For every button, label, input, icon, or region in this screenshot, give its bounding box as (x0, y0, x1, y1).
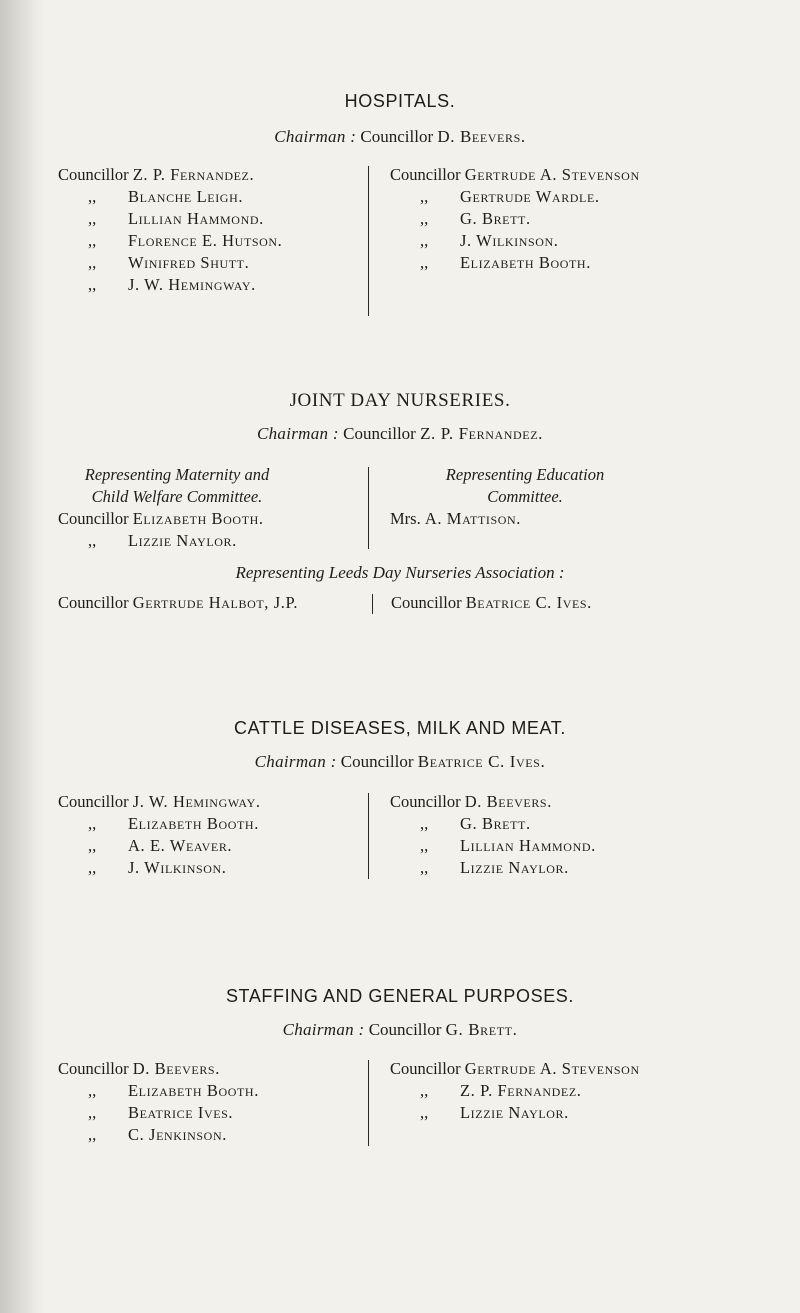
member-name: D. Beevers. (464, 792, 552, 811)
member-name: Z. P. Fernandez. (460, 1081, 582, 1100)
member-name: Blanche Leigh. (128, 187, 244, 206)
member-name: Lillian Hammond. (128, 209, 264, 228)
member-name: Florence E. Hutson. (128, 231, 283, 250)
member-list-right-cattle (390, 791, 596, 879)
member-name: Elizabeth Booth. (128, 814, 259, 833)
member-list-right-nurseries (380, 464, 670, 530)
member-prefix: Councillor (58, 165, 129, 184)
member-name: J. W. Hemingway. (128, 275, 256, 294)
member-row (58, 1124, 259, 1146)
member-list-left-cattle (58, 791, 261, 879)
chairman-name: Z. P. Fernandez. (420, 424, 543, 443)
member-row (58, 857, 261, 879)
ditto-mark: ,, (420, 858, 429, 877)
member-prefix: Councillor (390, 1059, 461, 1078)
member-list-right-hospitals (390, 164, 640, 274)
member-row (391, 592, 592, 614)
ditto-mark: ,, (420, 836, 429, 855)
member-name: C. Jenkinson. (128, 1125, 227, 1144)
member-name: Elizabeth Booth. (460, 253, 591, 272)
chairman-label: Chairman : (282, 1020, 365, 1039)
member-name: Gertrude Halbot, J.P. (132, 593, 299, 612)
representing-heading: Representing Education (445, 465, 605, 484)
member-name: Elizabeth Booth. (128, 1081, 259, 1100)
member-row (390, 1080, 640, 1102)
section-title-nurseries: JOINT DAY NURSERIES. (289, 390, 511, 411)
member-name: Winifred Shutt. (128, 253, 250, 272)
member-prefix: Councillor (58, 1059, 129, 1078)
association-heading: Representing Leeds Day Nurseries Association : (235, 563, 565, 582)
ditto-mark: ,, (420, 1103, 429, 1122)
ditto-mark: ,, (420, 814, 429, 833)
member-row (58, 813, 261, 835)
member-row (390, 857, 596, 879)
member-prefix: Councillor (58, 509, 129, 528)
member-list-left-staffing (58, 1058, 259, 1146)
association-member-left (58, 592, 298, 614)
ditto-mark: ,, (88, 275, 97, 294)
member-name: Z. P. Fernandez. (132, 165, 255, 184)
chairman-name: Beatrice C. Ives. (417, 752, 546, 771)
member-name: J. W. Hemingway. (132, 792, 261, 811)
chairman-label: Chairman : (254, 752, 337, 771)
ditto-mark: ,, (420, 253, 429, 272)
ditto-mark: ,, (88, 209, 97, 228)
section-title-hospitals: HOSPITALS. (344, 91, 456, 111)
ditto-mark: ,, (88, 253, 97, 272)
member-row (390, 186, 640, 208)
chairman-line-hospitals (0, 127, 800, 147)
member-name: J. Wilkinson. (128, 858, 227, 877)
member-row (58, 1058, 259, 1080)
column-divider (368, 166, 369, 316)
member-row (390, 164, 640, 186)
ditto-mark: ,, (88, 531, 97, 550)
member-row (58, 186, 282, 208)
member-row (390, 230, 640, 252)
member-name: D. Beevers. (132, 1059, 220, 1078)
member-name: Elizabeth Booth. (132, 509, 264, 528)
member-prefix: Councillor (58, 593, 129, 612)
member-name: A. E. Weaver. (128, 836, 233, 855)
member-list-left-nurseries (58, 464, 348, 552)
member-row (58, 508, 348, 530)
section-title-staffing: STAFFING AND GENERAL PURPOSES. (225, 986, 575, 1006)
member-name: G. Brett. (460, 209, 531, 228)
column-divider (372, 594, 373, 614)
ditto-mark: ,, (420, 1081, 429, 1100)
member-row (390, 208, 640, 230)
chairman-prefix: Councillor (340, 752, 414, 771)
member-name: Gertrude A. Stevenson (464, 165, 640, 184)
member-row (58, 164, 282, 186)
ditto-mark: ,, (88, 814, 97, 833)
member-row (58, 1080, 259, 1102)
member-prefix: Councillor (390, 792, 461, 811)
chairman-prefix: Councillor (343, 424, 416, 443)
ditto-mark: ,, (88, 1081, 97, 1100)
chairman-label: Chairman : (274, 127, 357, 146)
member-name: Beatrice Ives. (128, 1103, 234, 1122)
ditto-mark: ,, (88, 1125, 97, 1144)
member-name: G. Brett. (460, 814, 531, 833)
member-row (58, 592, 298, 614)
member-name: Lillian Hammond. (460, 836, 596, 855)
ditto-mark: ,, (88, 231, 97, 250)
member-row (58, 530, 348, 552)
member-row (380, 508, 670, 530)
member-list-left-hospitals (58, 164, 282, 296)
member-name: Lizzie Naylor. (460, 1103, 569, 1122)
member-row (390, 1058, 640, 1080)
member-row (390, 1102, 640, 1124)
ditto-mark: ,, (88, 836, 97, 855)
member-name: Gertrude Wardle. (460, 187, 600, 206)
chairman-name: G. Brett. (445, 1020, 518, 1039)
member-name: A. Mattison. (424, 509, 522, 528)
member-row (390, 813, 596, 835)
ditto-mark: ,, (420, 231, 429, 250)
member-name: Lizzie Naylor. (128, 531, 237, 550)
member-row (58, 835, 261, 857)
member-prefix: Councillor (58, 792, 129, 811)
chairman-prefix: Councillor (368, 1020, 442, 1039)
chairman-prefix: Councillor (360, 127, 434, 146)
member-row (58, 1102, 259, 1124)
member-name: Beatrice C. Ives. (465, 593, 592, 612)
representing-heading: Child Welfare Committee. (91, 487, 263, 506)
ditto-mark: ,, (420, 209, 429, 228)
member-prefix: Councillor (390, 165, 461, 184)
representing-heading: Committee. (487, 487, 563, 506)
member-name: Gertrude A. Stevenson (464, 1059, 640, 1078)
member-name: J. Wilkinson. (460, 231, 559, 250)
column-divider (368, 1060, 369, 1146)
ditto-mark: ,, (88, 1103, 97, 1122)
column-divider (368, 467, 369, 549)
representing-heading: Representing Maternity and (84, 465, 270, 484)
section-title-cattle: CATTLE DISEASES, MILK AND MEAT. (233, 718, 566, 738)
member-row (390, 835, 596, 857)
column-divider (368, 793, 369, 879)
chairman-line-staffing (0, 1020, 800, 1040)
member-prefix: Mrs. (390, 509, 421, 528)
member-name: Lizzie Naylor. (460, 858, 569, 877)
chairman-label: Chairman : (256, 424, 339, 443)
member-list-right-staffing (390, 1058, 640, 1124)
member-row (58, 230, 282, 252)
member-row (58, 208, 282, 230)
ditto-mark: ,, (88, 187, 97, 206)
member-row (58, 791, 261, 813)
chairman-name: D. Beevers. (437, 127, 526, 146)
member-row (390, 252, 640, 274)
chairman-line-cattle (0, 752, 800, 772)
member-prefix: Councillor (391, 593, 462, 612)
ditto-mark: ,, (88, 858, 97, 877)
member-row (58, 274, 282, 296)
member-row (390, 791, 596, 813)
member-row (58, 252, 282, 274)
ditto-mark: ,, (420, 187, 429, 206)
chairman-line-nurseries (0, 424, 800, 444)
association-member-right (391, 592, 592, 614)
